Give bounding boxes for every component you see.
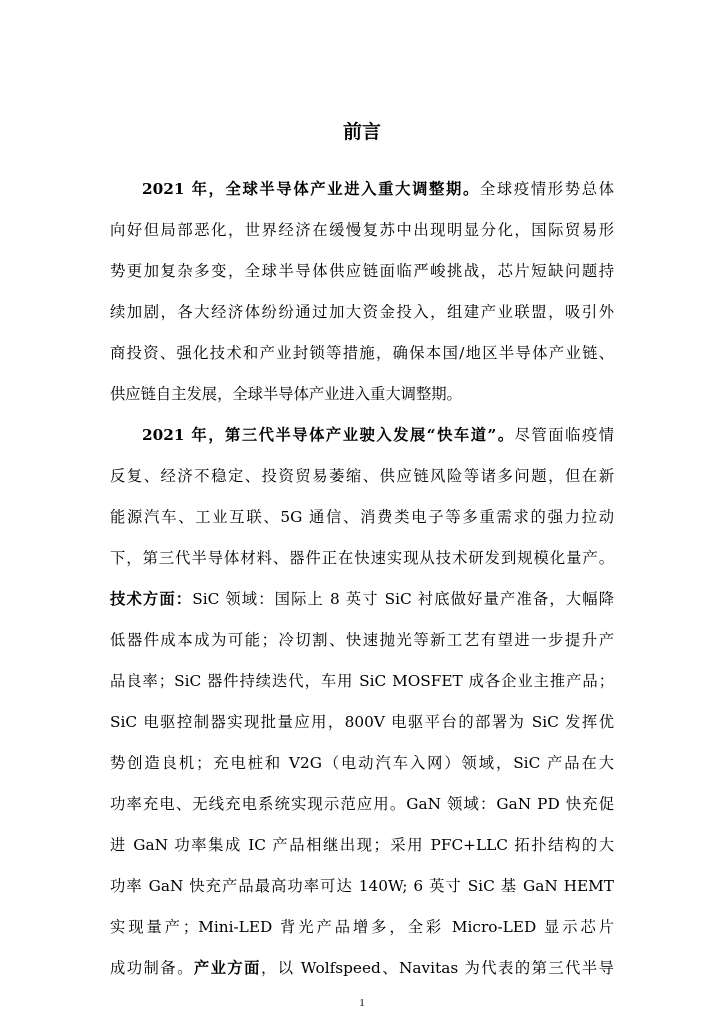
- text-line: [110, 956, 614, 980]
- text-run: SiC 电驱控制器实现批量应用，800V 电驱平台的部署为 SiC 发挥优: [110, 713, 614, 731]
- text-run: 实现量产；Mini-LED 背光产品增多，全彩 Micro-LED 显示芯片: [110, 918, 614, 936]
- text-run: 功率 GaN 快充产品最高功率可达 140W; 6 英寸 SiC 基 GaN HEMT: [110, 877, 614, 895]
- text-line: [110, 669, 614, 693]
- text-run: 反复、经济不稳定、投资贸易萎缩、供应链风险等诸多问题，但在新: [110, 467, 614, 485]
- text-line: [110, 792, 614, 816]
- text-run: 品良率；SiC 器件持续迭代，车用 SiC MOSFET 成各企业主推产品；: [110, 672, 614, 690]
- text-run: 进 GaN 功率集成 IC 产品相继出现；采用 PFC+LLC 拓扑结构的大: [110, 836, 614, 854]
- text-line: [110, 751, 614, 775]
- text-run: 下，第三代半导体材料、器件正在快速实现从技术研发到规模化量产。: [110, 549, 614, 567]
- text-line: [110, 464, 614, 488]
- text-line: [110, 259, 614, 283]
- text-run: 能源汽车、工业互联、5G 通信、消费类电子等多重需求的强力拉动: [110, 508, 614, 526]
- text-line: [110, 710, 614, 734]
- text-run: 向好但局部恶化，世界经济在缓慢复苏中出现明显分化，国际贸易形: [110, 221, 614, 239]
- text-run: 供应链自主发展，全球半导体产业进入重大调整期。: [110, 385, 462, 403]
- text-run: 势更加复杂多变，全球半导体供应链面临严峻挑战，芯片短缺问题持: [110, 262, 614, 280]
- text-run: 成功制备。: [110, 959, 194, 977]
- text-line: [110, 915, 614, 939]
- text-line: [110, 218, 614, 242]
- text-run: 续加剧，各大经济体纷纷通过加大资金投入，组建产业联盟，吸引外: [110, 303, 614, 321]
- text-run: 尽管面临疫情: [514, 426, 614, 444]
- text-run: 势创造良机；充电桩和 V2G（电动汽车入网）领域，SiC 产品在大: [110, 754, 614, 772]
- text-line: [110, 628, 614, 652]
- text-line: [110, 300, 614, 324]
- text-run: 全球疫情形势总体: [479, 180, 614, 198]
- bold-text: 技术方面：: [110, 590, 193, 608]
- page-title: 前言: [342, 121, 381, 143]
- text-line: [110, 382, 614, 406]
- text-line: [110, 833, 614, 857]
- bold-text: 产业方面: [193, 959, 261, 977]
- text-line: [110, 874, 614, 898]
- text-run: ，以 Wolfspeed、Navitas 为代表的第三代半导: [260, 959, 614, 977]
- text-line: [110, 505, 614, 529]
- text-run: SiC 领域：国际上 8 英寸 SiC 衬底做好量产准备，大幅降: [192, 590, 614, 608]
- text-line: [142, 177, 614, 201]
- page-number: 1: [359, 997, 365, 1009]
- text-line: [110, 587, 614, 611]
- text-run: 功率充电、无线充电系统实现示范应用。GaN 领域：GaN PD 快充促: [110, 795, 614, 813]
- text-line: [110, 546, 614, 570]
- bold-text: 2021 年，全球半导体产业进入重大调整期。: [142, 180, 480, 198]
- text-run: 商投资、强化技术和产业封锁等措施，确保本国/地区半导体产业链、: [110, 344, 614, 362]
- text-line: [142, 423, 614, 447]
- text-line: [110, 341, 614, 365]
- text-run: 低器件成本成为可能；冷切割、快速抛光等新工艺有望进一步提升产: [110, 631, 614, 649]
- bold-text: 2021 年，第三代半导体产业驶入发展“快车道”。: [142, 426, 515, 444]
